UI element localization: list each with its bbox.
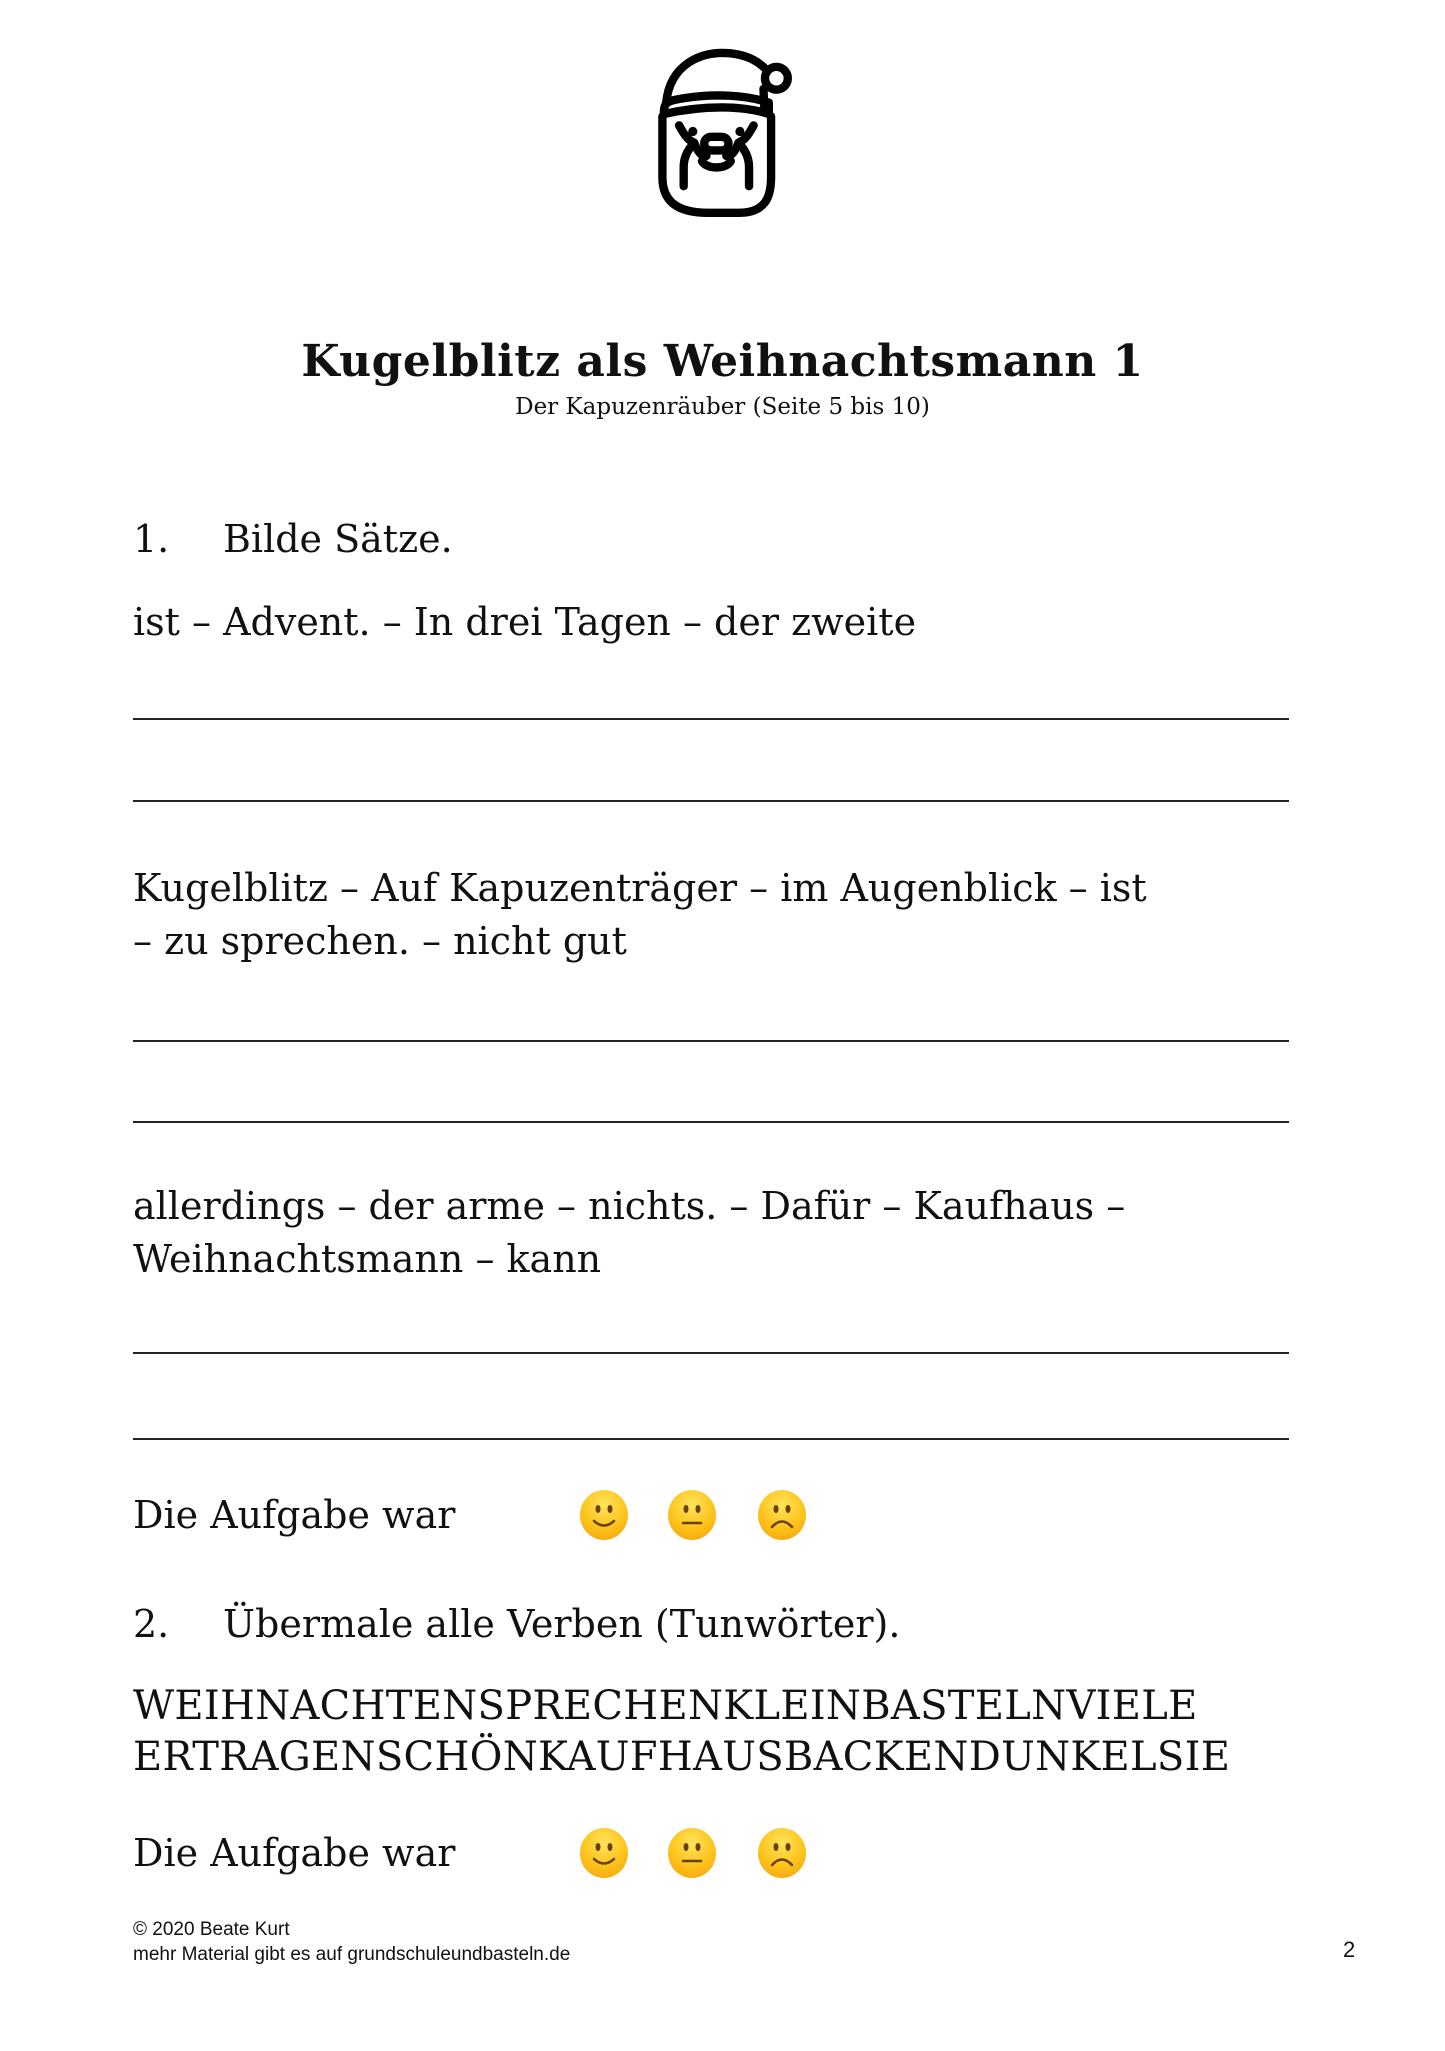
page-title: Kugelblitz als Weihnachtsmann 1 [301, 336, 1144, 387]
answer-line[interactable] [133, 1438, 1289, 1440]
answer-line[interactable] [133, 1040, 1289, 1042]
neutral-face-icon[interactable] [668, 1490, 716, 1540]
word-group-2-line-2: – zu sprechen. – nicht gut [133, 919, 627, 963]
word-group-1: ist – Advent. – In drei Tagen – der zweite [133, 600, 917, 644]
footer-copyright: © 2020 Beate Kurt [133, 1919, 290, 1940]
word-group-3-line-2: Weihnachtsmann – kann [133, 1237, 602, 1281]
task2-number: 2. [133, 1602, 170, 1646]
answer-line[interactable] [133, 718, 1289, 720]
answer-line[interactable] [133, 1352, 1289, 1354]
rating-label: Die Aufgabe war [133, 1493, 456, 1537]
letter-line-2[interactable]: ERTRAGENSCHÖNKAUFHAUSBACKENDUNKELSIE [133, 1734, 1231, 1780]
footer-website: mehr Material gibt es auf grundschuleundbasteln.de [133, 1944, 571, 1965]
frowning-face-icon[interactable] [758, 1490, 806, 1540]
page-number: 2 [1343, 1937, 1356, 1962]
smiling-face-icon[interactable] [580, 1490, 628, 1540]
task2-heading: Übermale alle Verben (Tunwörter). [223, 1602, 901, 1646]
frowning-face-icon[interactable] [758, 1828, 806, 1878]
rating-label: Die Aufgabe war [133, 1831, 456, 1875]
letter-line-1[interactable]: WEIHNACHTENSPRECHENKLEINBASTELNVIELE [133, 1683, 1198, 1729]
task1-heading: Bilde Sätze. [223, 517, 453, 561]
word-group-2-line-1: Kugelblitz – Auf Kapuzenträger – im Augenblick – ist [133, 866, 1147, 910]
neutral-face-icon[interactable] [668, 1828, 716, 1878]
task1-number: 1. [133, 517, 170, 561]
santa-face-icon [632, 18, 822, 248]
page-subtitle: Der Kapuzenräuber (Seite 5 bis 10) [515, 394, 930, 420]
answer-line[interactable] [133, 1121, 1289, 1123]
smiling-face-icon[interactable] [580, 1828, 628, 1878]
word-group-3-line-1: allerdings – der arme – nichts. – Dafür – Kaufhaus – [133, 1184, 1126, 1228]
answer-line[interactable] [133, 800, 1289, 802]
